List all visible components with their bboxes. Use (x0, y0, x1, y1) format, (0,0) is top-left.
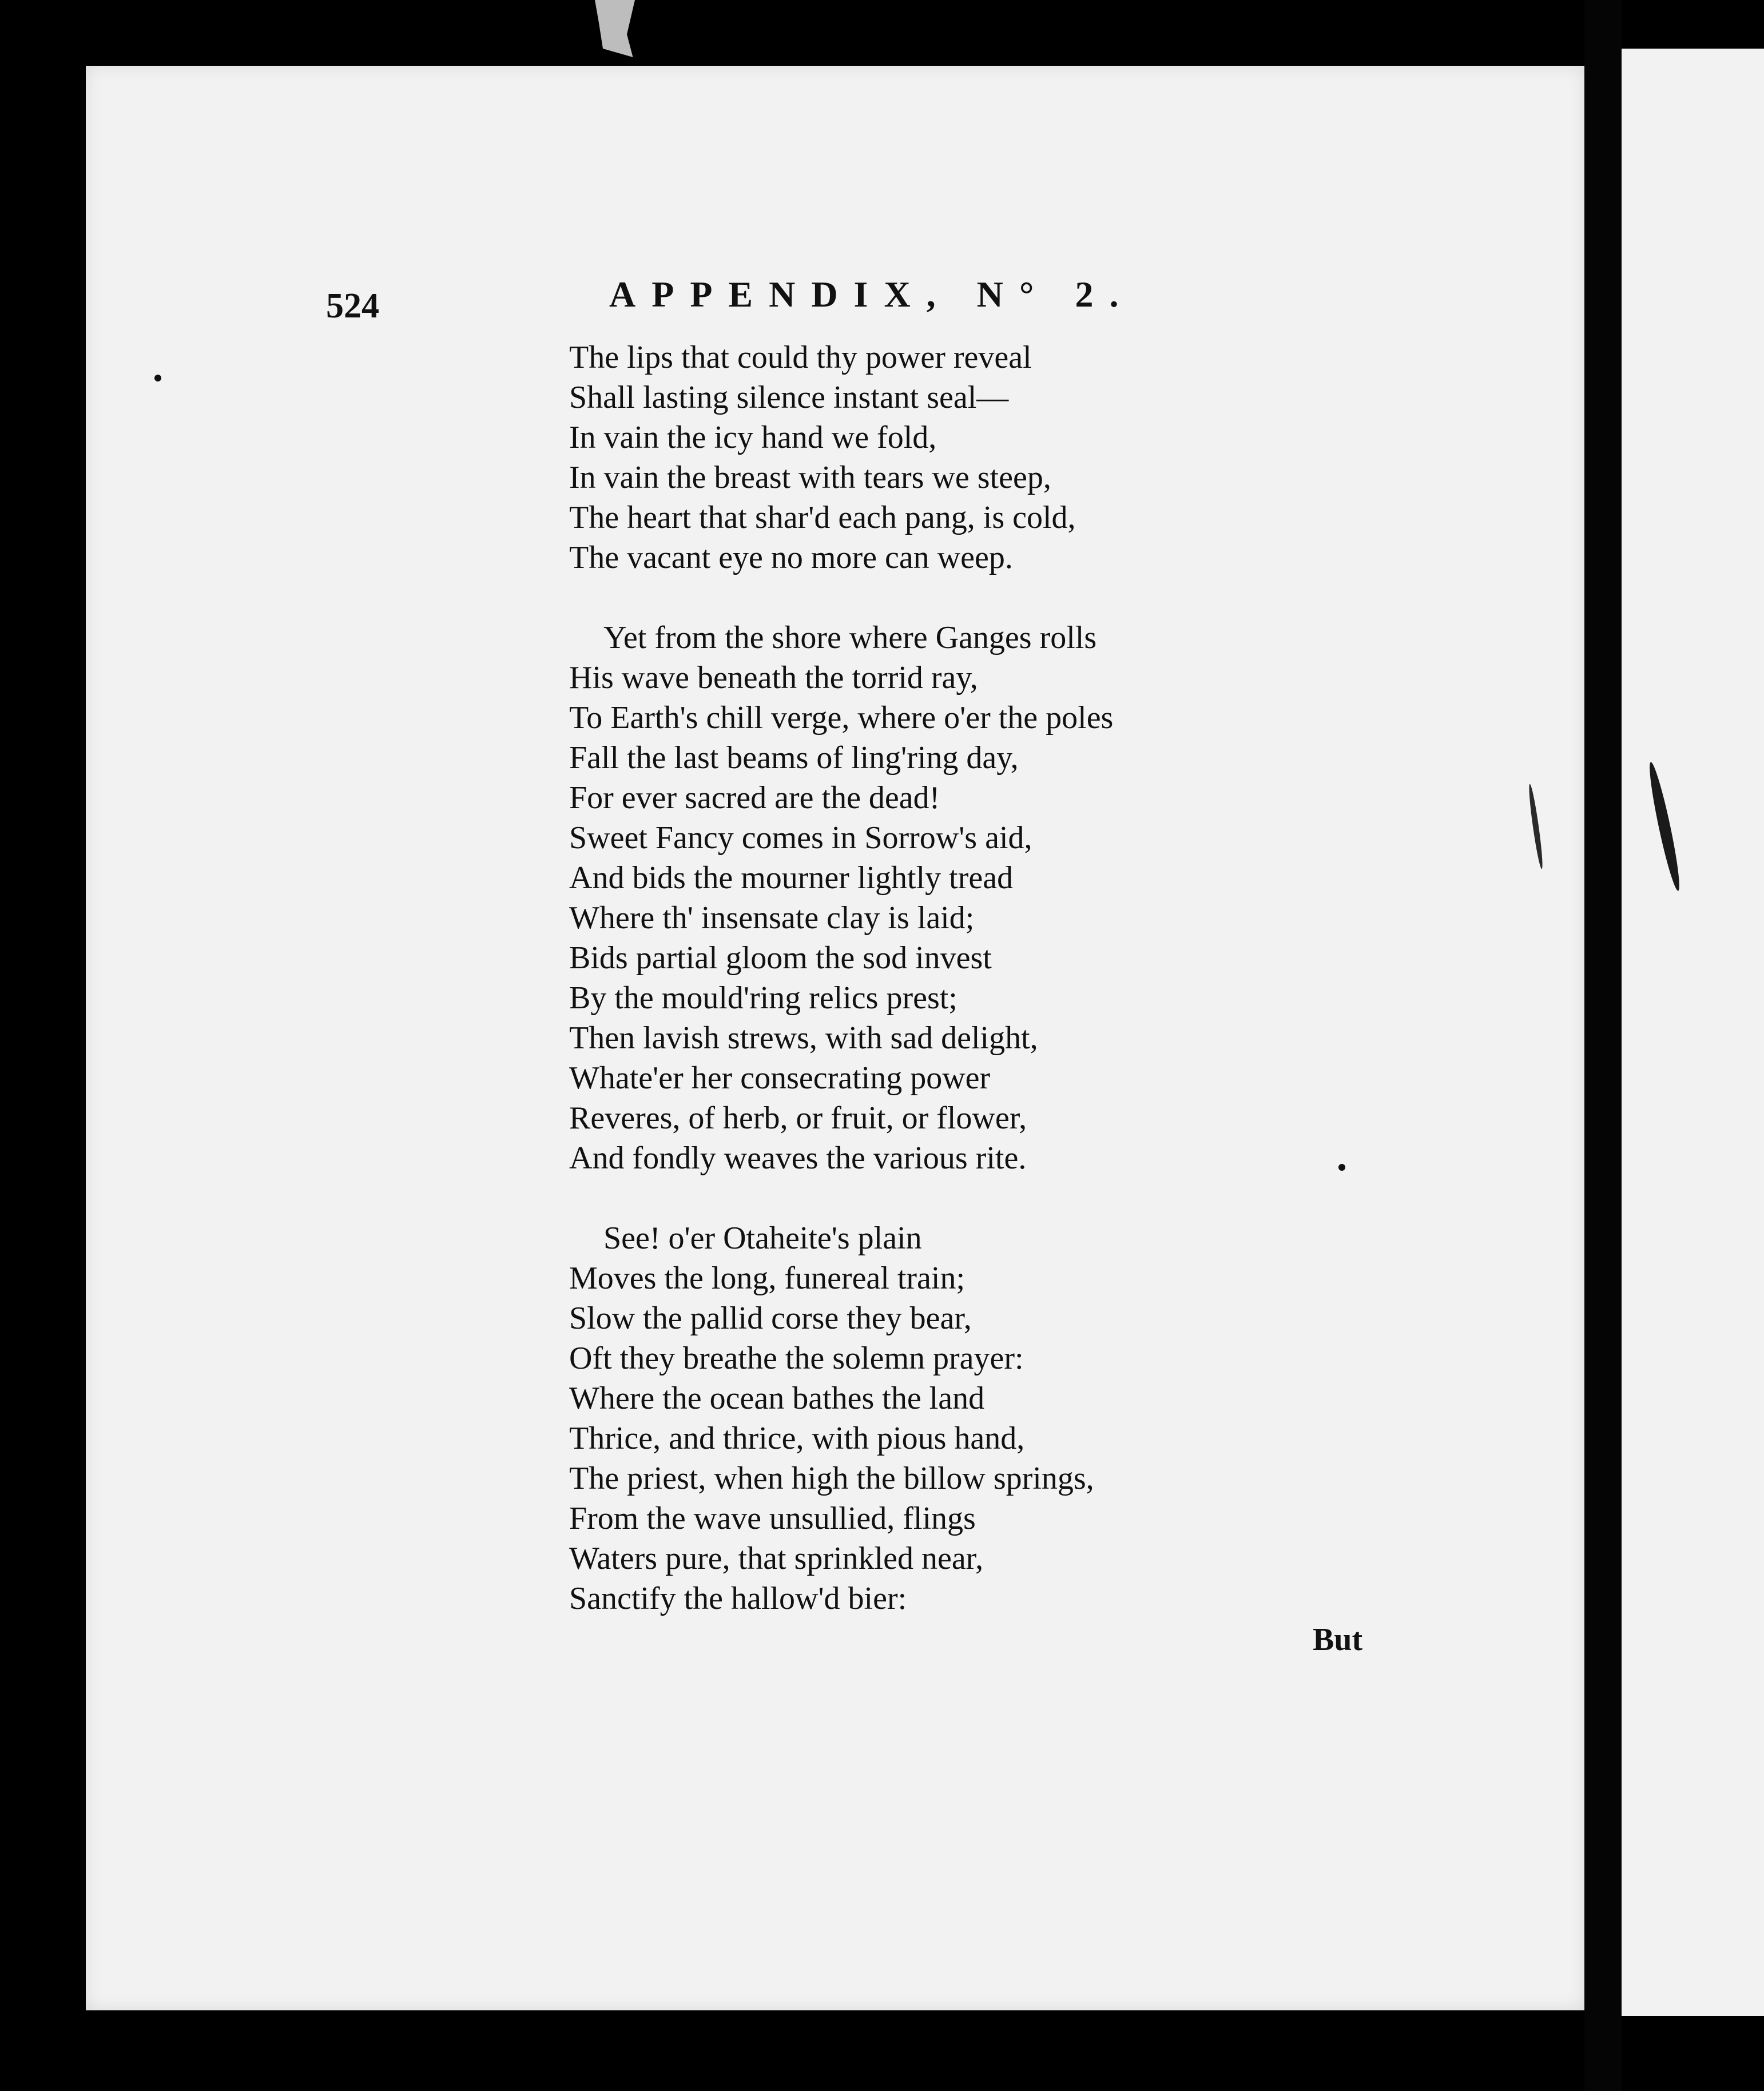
poem-line: From the wave unsullied, flings (569, 1501, 976, 1536)
poem-line: In vain the icy hand we fold, (569, 420, 937, 455)
poem-line: Reveres, of herb, or fruit, or flower, (569, 1100, 1027, 1136)
poem-line: Then lavish strews, with sad delight, (569, 1020, 1038, 1056)
paper-tear (595, 0, 635, 57)
stanza (569, 618, 1313, 1178)
poem-line: See! o'er Otaheite's plain (603, 1221, 922, 1256)
poem-line: Where the ocean bathes the land (569, 1381, 985, 1416)
poem-line: Sweet Fancy comes in Sorrow's aid, (569, 820, 1032, 856)
page-number: 524 (326, 287, 379, 325)
poem-line: The heart that shar'd each pang, is cold, (569, 500, 1076, 535)
poem-line: By the mould'ring relics prest; (569, 980, 958, 1016)
gutter (1584, 0, 1622, 2091)
poem-line: Thrice, and thrice, with pious hand, (569, 1421, 1025, 1456)
stanza (569, 1218, 1313, 1619)
ink-speck (154, 375, 161, 381)
poem-line: Shall lasting silence instant seal— (569, 380, 1009, 415)
poem-line: For ever sacred are the dead! (569, 780, 940, 816)
stanza (569, 337, 1313, 578)
catchword: But (1313, 1622, 1363, 1657)
poem-line: The lips that could thy power reveal (569, 340, 1032, 375)
poem-line: Moves the long, funereal train; (569, 1261, 966, 1296)
poem-line: Fall the last beams of ling'ring day, (569, 740, 1019, 776)
poem-line: In vain the breast with tears we steep, (569, 460, 1051, 495)
poem-line: His wave beneath the torrid ray, (569, 660, 978, 695)
running-head: APPENDIX, N° 2. (609, 274, 1135, 315)
left-margin-shadow (0, 0, 86, 2091)
poem-line: Waters pure, that sprinkled near, (569, 1541, 984, 1576)
poem-line: Oft they breathe the solemn prayer: (569, 1341, 1024, 1376)
poem-line: Sanctify the hallow'd bier: (569, 1581, 907, 1616)
poem-line: The priest, when high the billow springs, (569, 1461, 1094, 1496)
poem-line: The vacant eye no more can weep. (569, 540, 1013, 575)
poem-line: Whate'er her consecrating power (569, 1060, 991, 1096)
facing-page-edge (1622, 49, 1764, 2016)
poem-line: And fondly weaves the various rite. (569, 1140, 1027, 1176)
poem-text (569, 337, 1313, 1659)
poem-line: Slow the pallid corse they bear, (569, 1301, 972, 1336)
ink-speck (1338, 1164, 1345, 1171)
poem-line: Where th' insensate clay is laid; (569, 900, 975, 936)
poem-line: Bids partial gloom the sod invest (569, 940, 992, 976)
poem-line: Yet from the shore where Ganges rolls (603, 620, 1097, 655)
poem-line: To Earth's chill verge, where o'er the poles (569, 700, 1114, 736)
poem-line: And bids the mourner lightly tread (569, 860, 1014, 896)
